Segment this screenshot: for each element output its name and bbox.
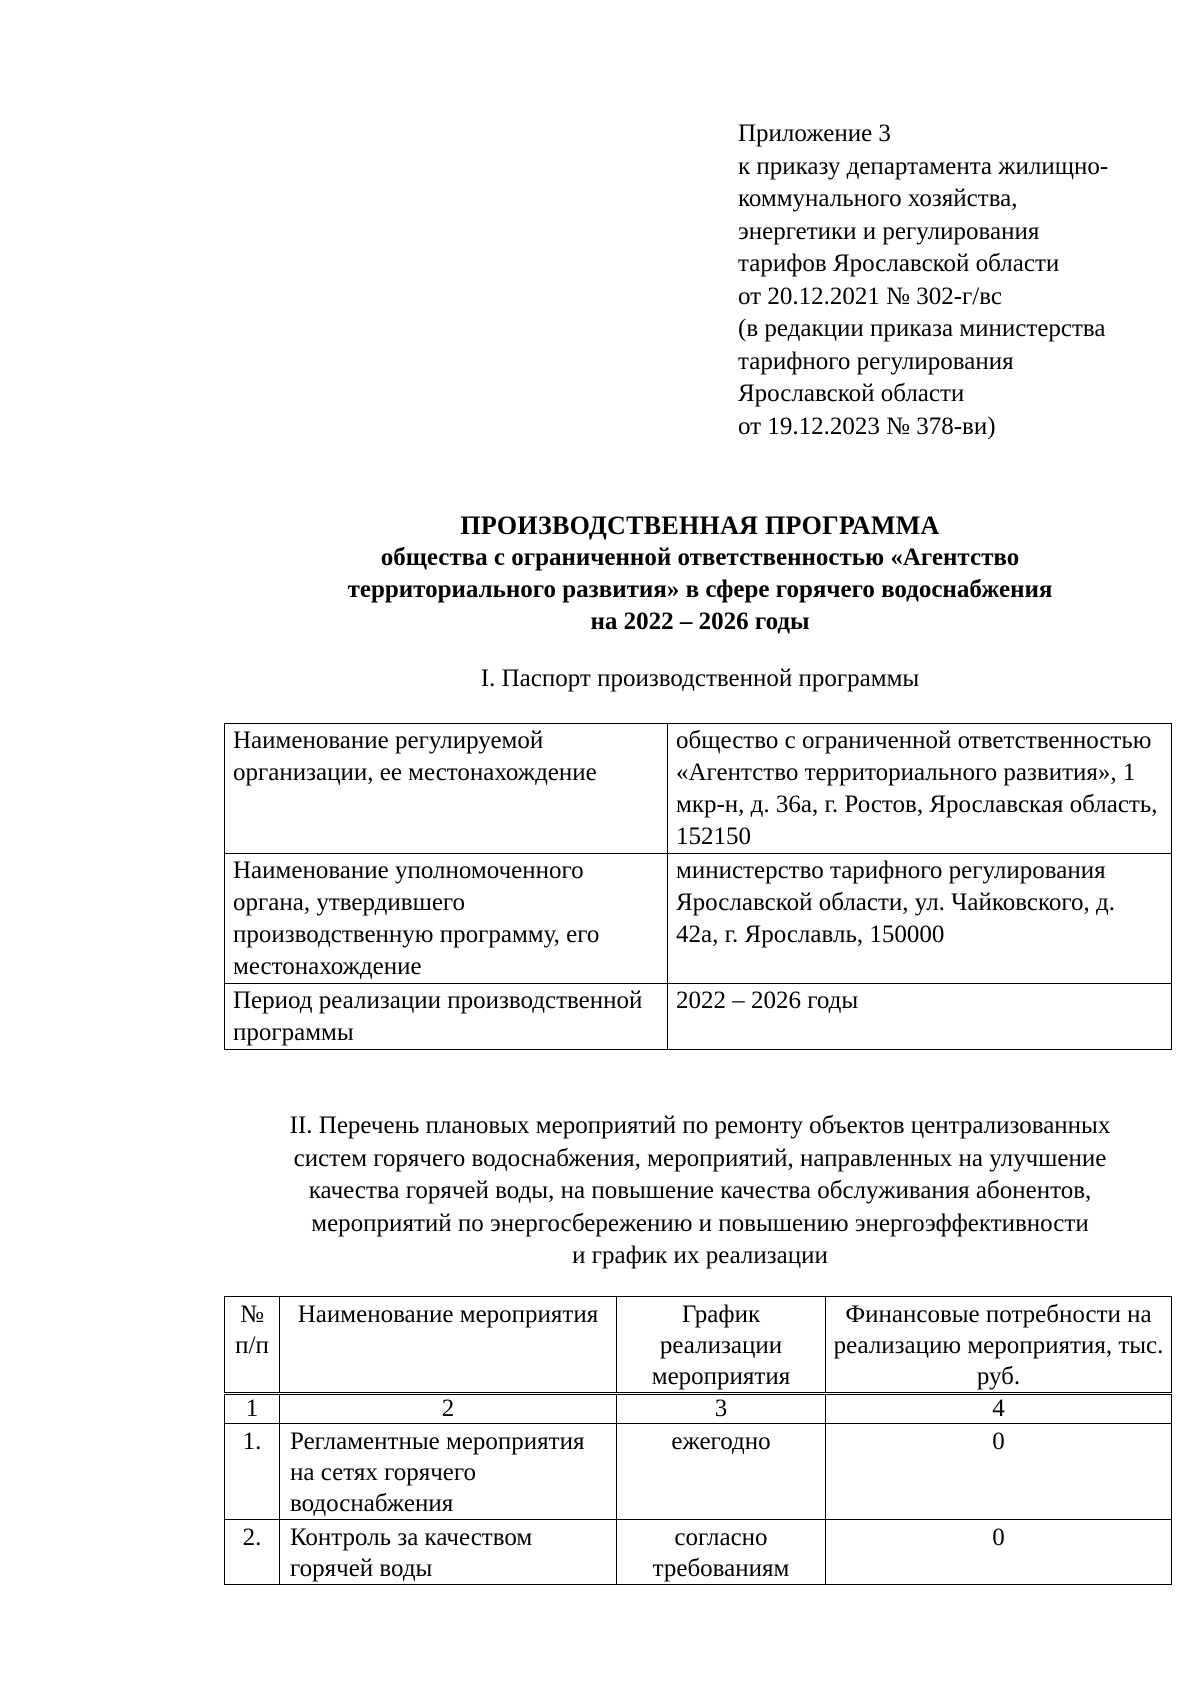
appendix-line: (в редакции приказа министерства	[738, 315, 1106, 342]
appendix-line: Ярославской области	[738, 380, 965, 407]
column-number-row	[225, 1394, 1172, 1424]
measure-name: Регламентные мероприятия на сетях горячего водоснабжения	[280, 1424, 617, 1520]
passport-value: 2022 – 2026 годы	[668, 984, 1172, 1050]
section2-heading	[220, 1110, 1180, 1273]
table-header-row	[225, 1297, 1172, 1394]
title-main: ПРОИЗВОДСТВЕННАЯ ПРОГРАММА	[460, 511, 940, 540]
section1-heading: I. Паспорт производственной программы	[480, 665, 920, 692]
table-row	[225, 1520, 1172, 1585]
measure-schedule: ежегодно	[617, 1424, 826, 1520]
passport-key: Наименование уполномоченного органа, утвердившего производственную программу, его местонахождение	[225, 854, 668, 984]
column-number: 3	[617, 1394, 826, 1424]
measure-cost: 0	[826, 1520, 1172, 1585]
appendix-line: тарифов Ярославской области	[738, 250, 1060, 277]
row-number: 2.	[225, 1520, 280, 1585]
measure-name: Контроль за качеством горячей воды	[280, 1520, 617, 1585]
section2-heading-line: мероприятий по энергосбережению и повышению энергоэффективности	[311, 1209, 1089, 1237]
appendix-line: тарифного регулирования	[738, 347, 1014, 375]
column-number: 4	[826, 1394, 1172, 1424]
appendix-line: от 20.12.2021 № 302-г/вс	[738, 282, 1002, 310]
section2-heading-line: качества горячей воды, на повышение качества обслуживания абонентов,	[308, 1177, 1092, 1204]
column-header-number: № п/п	[225, 1297, 280, 1394]
column-header-cost: Финансовые потребности на реализацию мероприятия, тыс. руб.	[826, 1297, 1172, 1394]
measures-table	[224, 1296, 1172, 1585]
passport-key: Наименование регулируемой организации, ее местонахождение	[225, 724, 668, 854]
table-row	[225, 724, 1172, 854]
section2-heading-line: систем горячего водоснабжения, мероприятий, направленных на улучшение	[293, 1144, 1107, 1172]
passport-value: министерство тарифного регулирования Ярославской области, ул. Чайковского, д. 42а, г. Ярославль, 150000	[668, 854, 1172, 984]
row-number: 1.	[225, 1424, 280, 1520]
document-title	[220, 510, 1180, 638]
appendix-line: от 19.12.2023 № 378-ви)	[738, 412, 996, 440]
title-line: на 2022 – 2026 годы	[590, 608, 810, 635]
appendix-line: коммунального хозяйства,	[738, 185, 1018, 212]
passport-key: Период реализации производственной программы	[225, 984, 668, 1050]
title-line: общества с ограниченной ответственностью «Агентство	[380, 544, 1020, 571]
section2-heading-line: II. Перечень плановых мероприятий по ремонту объектов централизованных	[289, 1112, 1111, 1139]
column-header-name: Наименование мероприятия	[280, 1297, 617, 1394]
column-number: 1	[225, 1394, 280, 1424]
appendix-note	[738, 118, 1178, 443]
passport-value: общество с ограниченной ответственностью «Агентство территориального развития», 1 мкр-н, д. 36а, г. Ростов, Ярославская область, 152150	[668, 724, 1172, 854]
appendix-line: энергетики и регулирования	[738, 217, 1040, 245]
measure-cost: 0	[826, 1424, 1172, 1520]
table-row	[225, 984, 1172, 1050]
measure-schedule: согласно требованиям	[617, 1520, 826, 1585]
column-header-schedule: График реализации мероприятия	[617, 1297, 826, 1394]
section2-heading-line: и график их реализации	[572, 1242, 828, 1269]
table-row	[225, 854, 1172, 984]
title-line: территориального развития» в сфере горячего водоснабжения	[347, 576, 1053, 603]
passport-table	[224, 723, 1172, 1050]
appendix-line: Приложение 3	[738, 120, 891, 147]
column-number: 2	[280, 1394, 617, 1424]
table-row	[225, 1424, 1172, 1520]
appendix-line: к приказу департамента жилищно-	[738, 152, 1109, 180]
